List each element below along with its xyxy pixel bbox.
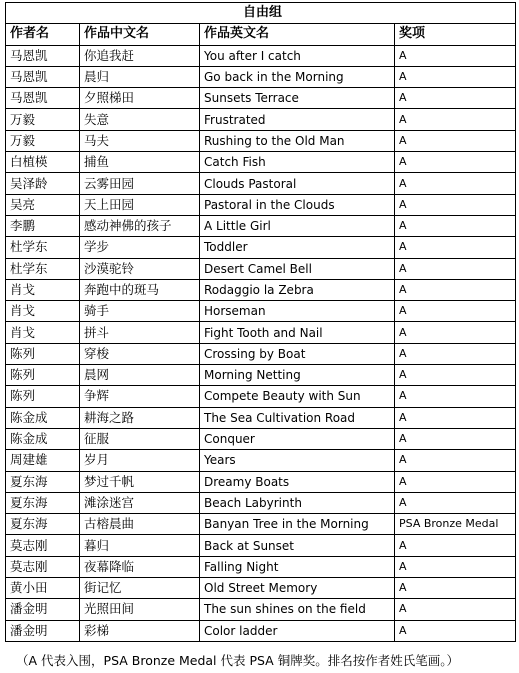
chinese-title-cell: 古榕晨曲: [80, 514, 200, 535]
english-title-cell: Desert Camel Bell: [200, 258, 395, 279]
chinese-title-cell: 耕海之路: [80, 407, 200, 428]
chinese-title-cell: 梦过千帆: [80, 471, 200, 492]
table-row: [6, 279, 516, 300]
award-cell: A: [395, 301, 516, 322]
award-cell: A: [395, 428, 516, 449]
chinese-title-cell: 晨归: [80, 66, 200, 87]
english-title-cell: Frustrated: [200, 109, 395, 130]
table-row: [6, 258, 516, 279]
table-row: [6, 152, 516, 173]
award-cell: A: [395, 343, 516, 364]
header-chinese-title: 作品中文名: [80, 24, 200, 45]
english-title-cell: A Little Girl: [200, 215, 395, 236]
table-row: [6, 407, 516, 428]
award-cell: A: [395, 365, 516, 386]
author-cell: 黄小田: [6, 578, 80, 599]
english-title-cell: Old Street Memory: [200, 578, 395, 599]
chinese-title-cell: 奔跑中的斑马: [80, 279, 200, 300]
footnote: （A 代表入围，PSA Bronze Medal 代表 PSA 铜牌奖。排名按作者姓氏笔画。）: [16, 653, 459, 668]
award-cell: A: [395, 109, 516, 130]
table-row: [6, 556, 516, 577]
author-cell: 马恩凯: [6, 88, 80, 109]
award-cell: A: [395, 535, 516, 556]
award-cell: A: [395, 258, 516, 279]
author-cell: 夏东海: [6, 471, 80, 492]
author-cell: 莫志刚: [6, 556, 80, 577]
table-row: [6, 428, 516, 449]
author-cell: 万毅: [6, 130, 80, 151]
table-row: [6, 66, 516, 87]
award-cell: A: [395, 407, 516, 428]
award-cell: A: [395, 620, 516, 641]
award-cell: A: [395, 173, 516, 194]
english-title-cell: Conquer: [200, 428, 395, 449]
table-row: [6, 578, 516, 599]
chinese-title-cell: 捕鱼: [80, 152, 200, 173]
author-cell: 李鹏: [6, 215, 80, 236]
chinese-title-cell: 夕照梯田: [80, 88, 200, 109]
english-title-cell: Catch Fish: [200, 152, 395, 173]
english-title-cell: Pastoral in the Clouds: [200, 194, 395, 215]
award-cell: A: [395, 152, 516, 173]
table-row: [6, 322, 516, 343]
award-cell: A: [395, 194, 516, 215]
award-cell: A: [395, 322, 516, 343]
chinese-title-cell: 光照田间: [80, 599, 200, 620]
chinese-title-cell: 感动神佛的孩子: [80, 215, 200, 236]
author-cell: 吴亮: [6, 194, 80, 215]
chinese-title-cell: 天上田园: [80, 194, 200, 215]
award-cell: A: [395, 66, 516, 87]
english-title-cell: Rushing to the Old Man: [200, 130, 395, 151]
table-title-row: [6, 3, 516, 24]
chinese-title-cell: 沙漠驼铃: [80, 258, 200, 279]
chinese-title-cell: 学步: [80, 237, 200, 258]
author-cell: 潘金明: [6, 620, 80, 641]
table-row: [6, 45, 516, 66]
chinese-title-cell: 马夫: [80, 130, 200, 151]
table-header-row: [6, 24, 516, 45]
award-table: [5, 2, 516, 642]
award-cell: A: [395, 88, 516, 109]
chinese-title-cell: 晨网: [80, 365, 200, 386]
table-row: [6, 237, 516, 258]
award-cell: A: [395, 386, 516, 407]
author-cell: 白植楧: [6, 152, 80, 173]
chinese-title-cell: 失意: [80, 109, 200, 130]
author-cell: 杜学东: [6, 258, 80, 279]
chinese-title-cell: 你追我赶: [80, 45, 200, 66]
english-title-cell: Falling Night: [200, 556, 395, 577]
english-title-cell: Rodaggio la Zebra: [200, 279, 395, 300]
chinese-title-cell: 拼斗: [80, 322, 200, 343]
table-row: [6, 109, 516, 130]
english-title-cell: Back at Sunset: [200, 535, 395, 556]
english-title-cell: The sun shines on the field: [200, 599, 395, 620]
award-cell: A: [395, 578, 516, 599]
author-cell: 马恩凯: [6, 66, 80, 87]
english-title-cell: Crossing by Boat: [200, 343, 395, 364]
english-title-cell: Fight Tooth and Nail: [200, 322, 395, 343]
english-title-cell: Horseman: [200, 301, 395, 322]
award-cell: A: [395, 279, 516, 300]
table-row: [6, 173, 516, 194]
table-row: [6, 130, 516, 151]
table-row: [6, 343, 516, 364]
award-cell: A: [395, 471, 516, 492]
award-cell: A: [395, 45, 516, 66]
award-cell: A: [395, 215, 516, 236]
author-cell: 莫志刚: [6, 535, 80, 556]
table-row: [6, 492, 516, 513]
english-title-cell: The Sea Cultivation Road: [200, 407, 395, 428]
chinese-title-cell: 穿梭: [80, 343, 200, 364]
table-row: [6, 88, 516, 109]
table-row: [6, 365, 516, 386]
award-table-body: [6, 3, 516, 642]
author-cell: 潘金明: [6, 599, 80, 620]
author-cell: 夏东海: [6, 492, 80, 513]
english-title-cell: Dreamy Boats: [200, 471, 395, 492]
chinese-title-cell: 街记忆: [80, 578, 200, 599]
author-cell: 陈金成: [6, 428, 80, 449]
english-title-cell: Sunsets Terrace: [200, 88, 395, 109]
chinese-title-cell: 滩涂迷宫: [80, 492, 200, 513]
author-cell: 肖戈: [6, 322, 80, 343]
author-cell: 万毅: [6, 109, 80, 130]
author-cell: 夏东海: [6, 514, 80, 535]
award-cell: A: [395, 450, 516, 471]
author-cell: 周建雄: [6, 450, 80, 471]
english-title-cell: Toddler: [200, 237, 395, 258]
author-cell: 肖戈: [6, 301, 80, 322]
award-cell: A: [395, 599, 516, 620]
chinese-title-cell: 彩梯: [80, 620, 200, 641]
header-english-title: 作品英文名: [200, 24, 395, 45]
author-cell: 陈列: [6, 365, 80, 386]
table-row: [6, 514, 516, 535]
author-cell: 杜学东: [6, 237, 80, 258]
author-cell: 肖戈: [6, 279, 80, 300]
chinese-title-cell: 征服: [80, 428, 200, 449]
table-row: [6, 599, 516, 620]
table-row: [6, 215, 516, 236]
award-cell: A: [395, 237, 516, 258]
chinese-title-cell: 暮归: [80, 535, 200, 556]
author-cell: 吴泽龄: [6, 173, 80, 194]
table-row: [6, 471, 516, 492]
english-title-cell: Color ladder: [200, 620, 395, 641]
table-title: 自由组: [6, 3, 516, 24]
english-title-cell: Compete Beauty with Sun: [200, 386, 395, 407]
chinese-title-cell: 岁月: [80, 450, 200, 471]
header-award: 奖项: [395, 24, 516, 45]
author-cell: 马恩凯: [6, 45, 80, 66]
award-cell: A: [395, 556, 516, 577]
award-cell: A: [395, 130, 516, 151]
table-row: [6, 620, 516, 641]
author-cell: 陈列: [6, 386, 80, 407]
chinese-title-cell: 云雾田园: [80, 173, 200, 194]
award-cell: PSA Bronze Medal: [395, 514, 516, 535]
english-title-cell: Beach Labyrinth: [200, 492, 395, 513]
table-row: [6, 301, 516, 322]
table-row: [6, 535, 516, 556]
author-cell: 陈金成: [6, 407, 80, 428]
chinese-title-cell: 骑手: [80, 301, 200, 322]
english-title-cell: Morning Netting: [200, 365, 395, 386]
chinese-title-cell: 夜幕降临: [80, 556, 200, 577]
english-title-cell: Banyan Tree in the Morning: [200, 514, 395, 535]
english-title-cell: Clouds Pastoral: [200, 173, 395, 194]
english-title-cell: Go back in the Morning: [200, 66, 395, 87]
award-cell: A: [395, 492, 516, 513]
english-title-cell: Years: [200, 450, 395, 471]
author-cell: 陈列: [6, 343, 80, 364]
header-author: 作者名: [6, 24, 80, 45]
table-row: [6, 386, 516, 407]
english-title-cell: You after I catch: [200, 45, 395, 66]
table-row: [6, 450, 516, 471]
chinese-title-cell: 争辉: [80, 386, 200, 407]
table-row: [6, 194, 516, 215]
